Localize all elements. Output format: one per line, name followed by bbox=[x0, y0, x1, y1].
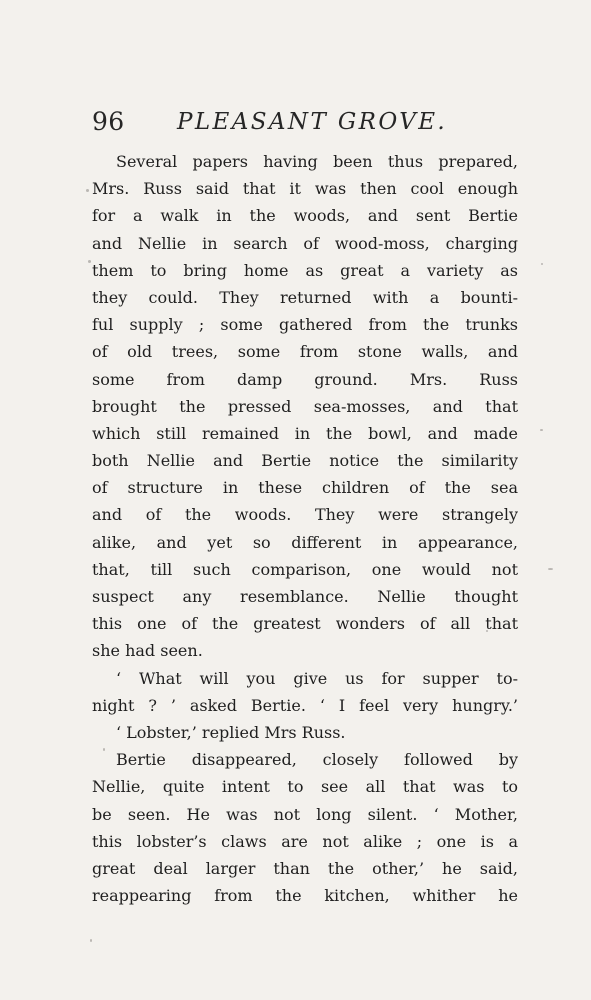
text-line: be seen. He was not long silent. ‘ Mother, bbox=[92, 804, 518, 824]
running-title: PLEASANT GROVE. bbox=[177, 109, 448, 135]
text-line: some from damp ground. Mrs. Russ bbox=[92, 369, 518, 389]
body-text bbox=[92, 148, 518, 909]
text-line: of old trees, some from stone walls, and bbox=[92, 342, 518, 362]
text-line: Mrs. Russ said that it was then cool enough bbox=[92, 179, 518, 199]
text-line: them to bring home as great a variety as bbox=[92, 260, 518, 280]
text-line: alike, and yet so different in appearance, bbox=[92, 532, 518, 552]
text-line: brought the pressed sea-mosses, and that bbox=[92, 396, 518, 416]
text-line: and Nellie in search of wood-moss, charging bbox=[92, 233, 518, 253]
dust-speck bbox=[90, 939, 92, 942]
dust-speck bbox=[86, 189, 89, 192]
text-line: Nellie, quite intent to see all that was to bbox=[92, 777, 518, 797]
text-line: she had seen. bbox=[92, 641, 203, 661]
text-line: ‘ Lobster,’ replied Mrs Russ. bbox=[116, 722, 346, 742]
text-line: suspect any resemblance. Nellie thought bbox=[92, 587, 518, 606]
text-line: and of the woods. They were strangely bbox=[92, 505, 518, 525]
dust-speck bbox=[541, 263, 543, 265]
text-line: this lobster’s claws are not alike ; one is a bbox=[92, 831, 518, 851]
text-line: both Nellie and Bertie notice the similarity bbox=[92, 451, 518, 471]
text-line: Several papers having been thus prepared, bbox=[116, 152, 518, 171]
dust-speck bbox=[88, 260, 91, 263]
text-line: ful supply ; some gathered from the trunks bbox=[92, 315, 518, 335]
text-line: of structure in these children of the sea bbox=[92, 478, 518, 498]
text-line: that, till such comparison, one would not bbox=[92, 559, 518, 579]
text-line: Bertie disappeared, closely followed by bbox=[116, 750, 518, 770]
text-line: reappearing from the kitchen, whither he bbox=[92, 886, 518, 906]
text-line: for a walk in the woods, and sent Bertie bbox=[92, 206, 518, 226]
dust-speck bbox=[548, 568, 553, 570]
text-line: this one of the greatest wonders of all that bbox=[92, 614, 518, 634]
text-line: great deal larger than the other,’ he said, bbox=[92, 858, 518, 878]
text-line: they could. They returned with a bounti- bbox=[92, 287, 518, 307]
text-line: which still remained in the bowl, and made bbox=[92, 423, 518, 443]
dust-speck bbox=[540, 429, 543, 431]
text-line: night ? ’ asked Bertie. ‘ I feel very hungry.’ bbox=[92, 695, 518, 715]
page-number: 96 bbox=[92, 107, 125, 136]
text-line: ‘ What will you give us for supper to- bbox=[116, 668, 518, 688]
page-header bbox=[92, 104, 512, 140]
